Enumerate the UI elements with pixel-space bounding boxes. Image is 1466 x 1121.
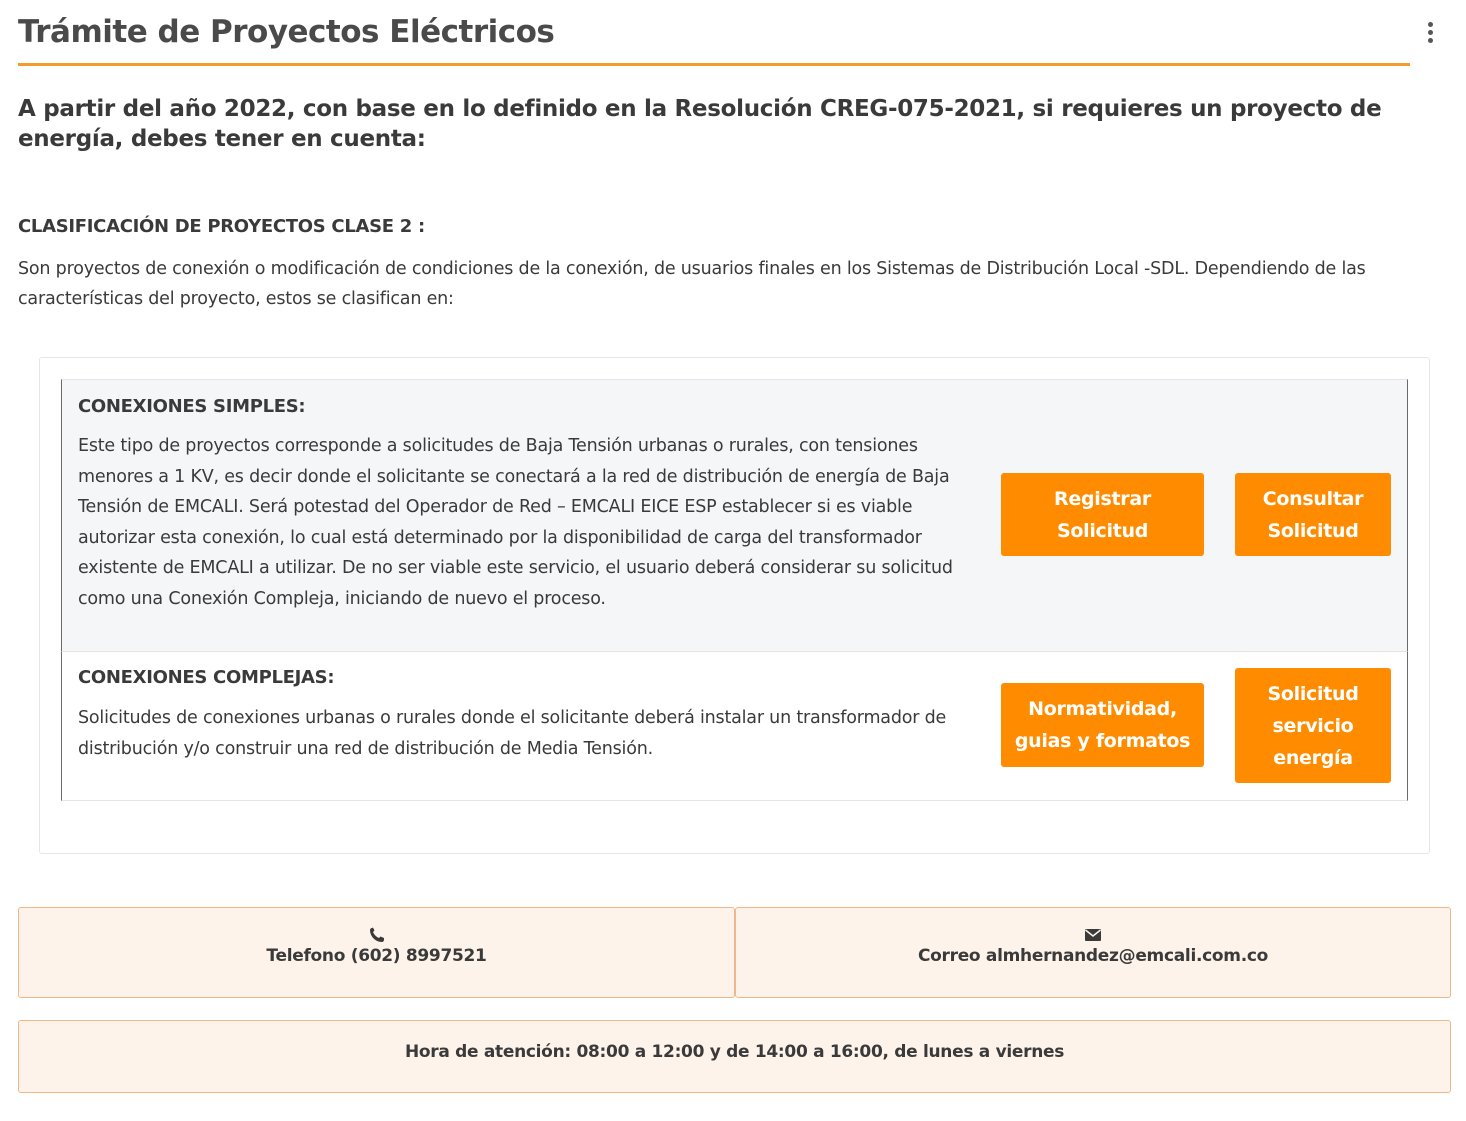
simple-connections-text: Este tipo de proyectos corresponde a solicitudes de Baja Tensión urbanas o rurales, con tensiones menores a 1 KV, es decir donde el solicitante se conectará a la red de distribución de energía de Baja Tensión de EMCALI. Será potestad del Operador de Red – EMCALI EICE ESP establecer si es viable autorizar esta conexión, lo cual está determinado por la disponibilidad de carga del transformador existente de EMCALI a utilizar. De no ser viable este servicio, el usuario deberá considerar su solicitud como una Conexión Compleja, iniciando de nuevo el proceso. <box>78 436 953 609</box>
registrar-solicitud-button[interactable]: Registrar Solicitud <box>1001 473 1204 556</box>
hours-text: Hora de atención: 08:00 a 12:00 y de 14:00 a 16:00, de lunes a viernes <box>404 1042 1065 1062</box>
normatividad-button[interactable]: Normatividad, guias y formatos <box>1001 683 1204 767</box>
consultar-solicitud-button[interactable]: Consultar Solicitud <box>1235 473 1391 556</box>
mail-contact-box <box>735 907 1451 998</box>
page-header <box>18 12 1410 66</box>
solicitud-servicio-energia-button[interactable]: Solicitud servicio energía <box>1235 668 1391 783</box>
intro-text: A partir del año 2022, con base en lo definido en la Resolución CREG-075-2021, si requieres un proyecto de energía, debes tener en cuenta: <box>18 96 1382 152</box>
phone-text: Telefono (602) 8997521 <box>266 946 487 966</box>
classification-description: Son proyectos de conexión o modificación de condiciones de la conexión, de usuarios finales en los Sistemas de Distribución Local -SDL. Dependiendo de las características del proyecto, estos se clasifican en: <box>18 259 1366 309</box>
kebab-menu-icon[interactable] <box>1418 22 1442 48</box>
phone-icon <box>367 926 387 944</box>
hours-box <box>18 1020 1451 1093</box>
classification-heading: CLASIFICACIÓN DE PROYECTOS CLASE 2 : <box>18 216 425 237</box>
complex-connections-title: CONEXIONES COMPLEJAS: <box>78 667 335 688</box>
page-title: Trámite de Proyectos Eléctricos <box>18 14 555 50</box>
complex-connections-text: Solicitudes de conexiones urbanas o rurales donde el solicitante deberá instalar un transformador de distribución y/o construir una red de distribución de Media Tensión. <box>78 708 947 759</box>
phone-contact-box <box>18 907 735 998</box>
simple-connections-title: CONEXIONES SIMPLES: <box>78 396 306 417</box>
mail-text: Correo almhernandez@emcali.com.co <box>917 946 1269 966</box>
envelope-icon <box>1083 926 1103 944</box>
complex-connections-row <box>61 651 1408 801</box>
simple-connections-row <box>61 379 1408 651</box>
